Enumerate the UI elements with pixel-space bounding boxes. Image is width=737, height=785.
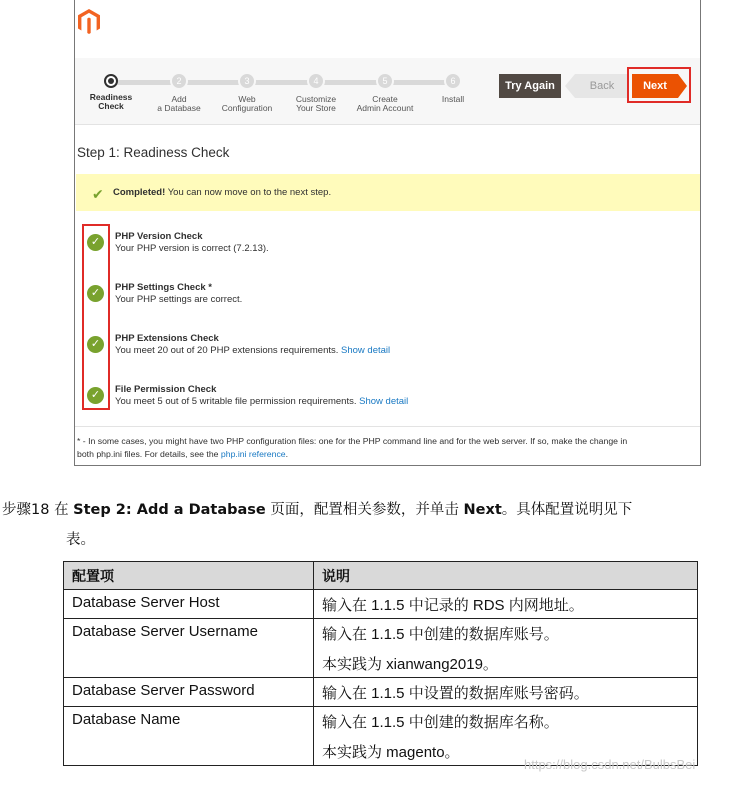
instruction-line2: 表。: [66, 532, 95, 548]
check-title: PHP Settings Check *: [115, 282, 212, 293]
step-dot: 3: [238, 72, 256, 90]
config-desc-text: 输入在 1.1.5 中创建的数据库名称。: [322, 714, 559, 731]
step-readiness-check[interactable]: [75, 72, 147, 111]
show-detail-link[interactable]: Show detail: [341, 345, 391, 356]
step-dot: [104, 74, 118, 88]
instruction-mid: 页面，配置相关参数，并单击: [270, 502, 459, 518]
installer-screenshot: [74, 0, 701, 466]
step-customize-store[interactable]: [280, 72, 352, 113]
check-desc-text: You meet 20 out of 20 PHP extensions requirements.: [115, 345, 342, 356]
checks-highlight-box: [82, 224, 110, 410]
footnote-line1: * - In some cases, you might have two PHP configuration files: one for the PHP command line and for the web server. If so, make the change in: [77, 436, 628, 446]
config-desc: [314, 619, 698, 678]
header-config-item: 配置项: [64, 562, 314, 590]
step-add-database[interactable]: [143, 72, 215, 113]
table-row: [64, 590, 698, 619]
try-again-button[interactable]: Try Again: [499, 74, 561, 98]
config-item: Database Server Username: [64, 619, 314, 678]
step-number: 步骤18: [2, 502, 50, 518]
step-dot: 6: [444, 72, 462, 90]
table-row: [64, 619, 698, 678]
success-check-icon: ✓: [87, 336, 104, 353]
step-label: Add a Database: [157, 94, 201, 113]
check-description: [115, 294, 242, 305]
step-dot: 5: [376, 72, 394, 90]
header-description: 说明: [314, 562, 698, 590]
show-detail-link[interactable]: Show detail: [359, 396, 409, 407]
step-navigation: [75, 58, 700, 125]
check-description: [115, 345, 390, 356]
php-ini-reference-link[interactable]: php.ini reference: [220, 449, 286, 459]
success-check-icon: ✓: [87, 234, 104, 251]
config-desc: [314, 678, 698, 707]
instruction-strong-next: Next: [463, 502, 502, 518]
check-title: PHP Extensions Check: [115, 333, 219, 344]
next-button[interactable]: Next: [632, 74, 678, 98]
step-dot: 2: [170, 72, 188, 90]
table-header-row: [64, 562, 698, 590]
config-table: [63, 561, 698, 766]
config-desc-text: 输入在 1.1.5 中记录的 RDS 内网地址。: [322, 597, 584, 614]
check-desc-text: Your PHP version is correct (7.2.13).: [115, 243, 269, 254]
check-desc-text: You meet 5 out of 5 writable file permission requirements.: [115, 396, 360, 407]
step-web-configuration[interactable]: [211, 72, 283, 113]
config-desc: [314, 590, 698, 619]
step-label: Install: [441, 94, 465, 104]
instruction-post: 。具体配置说明见下: [501, 502, 633, 518]
config-note: 本实践为 magento。: [322, 744, 460, 761]
footnote: [77, 435, 697, 461]
step-label: Create Admin Account: [356, 94, 414, 113]
step-create-admin[interactable]: [349, 72, 421, 113]
config-item: Database Server Host: [64, 590, 314, 619]
instruction-pre: 在: [54, 502, 69, 518]
instruction-paragraph: [2, 498, 632, 519]
check-description: [115, 243, 269, 254]
magento-logo-icon: [78, 9, 100, 35]
config-desc-text: 输入在 1.1.5 中创建的数据库账号。: [322, 626, 559, 643]
step-dot: 4: [307, 72, 325, 90]
instruction-strong-step: Step 2: Add a Database: [73, 502, 266, 518]
back-button[interactable]: Back: [575, 74, 629, 98]
success-check-icon: ✓: [87, 285, 104, 302]
step-label: Readiness Check: [89, 92, 133, 111]
config-desc-text: 输入在 1.1.5 中设置的数据库账号密码。: [322, 685, 589, 702]
check-desc-text: Your PHP settings are correct.: [115, 294, 243, 305]
completed-banner: [76, 174, 700, 211]
check-title: PHP Version Check: [115, 231, 203, 242]
config-item: Database Name: [64, 707, 314, 766]
footnote-line2: both php.ini files. For details, see the: [77, 449, 221, 459]
step-label: Customize Your Store: [295, 94, 337, 113]
watermark: https://blog.csdn.net/BulbsBei: [524, 757, 696, 772]
success-check-icon: ✓: [87, 387, 104, 404]
footnote-end: .: [285, 449, 289, 459]
check-title: File Permission Check: [115, 384, 217, 395]
banner-strong: Completed!: [113, 187, 166, 198]
footnote-divider: [75, 426, 700, 427]
table-row: [64, 678, 698, 707]
banner-message: [113, 187, 331, 198]
check-description: [115, 396, 408, 407]
step-install[interactable]: [417, 72, 489, 104]
checkmark-icon: ✔: [92, 186, 104, 202]
config-note: 本实践为 xianwang2019。: [322, 656, 498, 673]
step-label: Web Configuration: [221, 94, 273, 113]
config-item: Database Server Password: [64, 678, 314, 707]
page-title: Step 1: Readiness Check: [77, 145, 230, 160]
banner-text: You can now move on to the next step.: [165, 187, 332, 198]
